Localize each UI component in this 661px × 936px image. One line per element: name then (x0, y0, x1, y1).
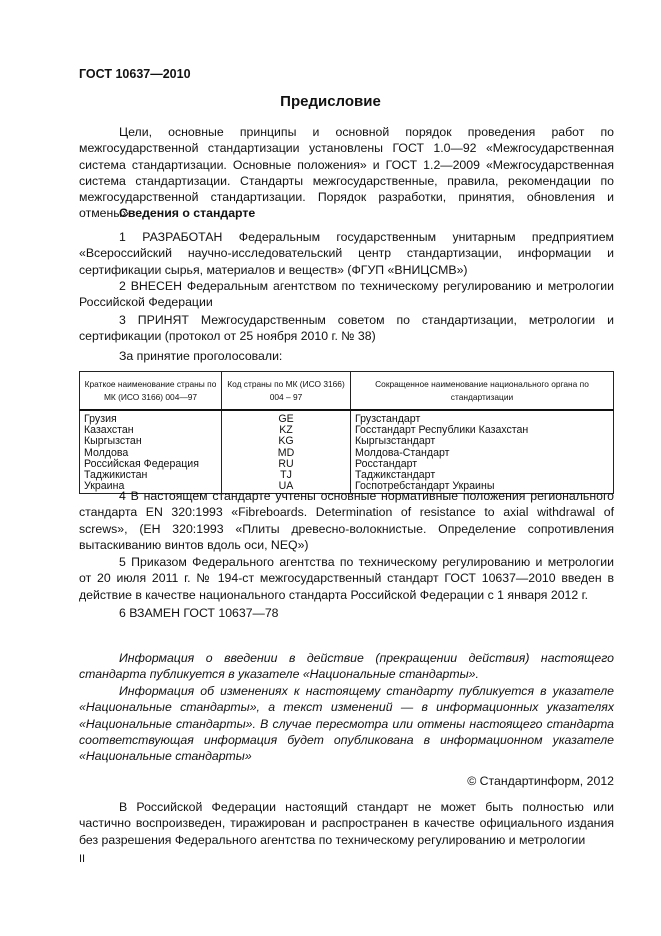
notice-2-text: Информация об изменениях к настоящему стандарту публикуется в указателе «Национальные стандарты», а текст изменений — в информационных указателях «Национальные стандарты». В случае пересмотра или отмены настоящего стандарта соответствующая информация будет опубликована в информационном указателе «Национальные стандарты» (79, 684, 614, 764)
cell-code: UA (222, 481, 351, 494)
document-id: ГОСТ 10637—2010 (79, 67, 191, 81)
rights-paragraph (79, 799, 614, 848)
item-3-text: 3 ПРИНЯТ Межгосударственным советом по стандартизации, метрологии и сертификации (протокол от 25 ноября 2010 г. № 38) (79, 313, 614, 344)
table-row (80, 410, 614, 425)
cell-code: KZ (222, 425, 351, 436)
votes-label: За принятие проголосовали: (119, 349, 283, 363)
col-header-country: Краткое наименование страны по МК (ИСО 3166) 004—97 (80, 372, 222, 411)
cell-code: GE (222, 410, 351, 425)
cell-code: MD (222, 448, 351, 459)
cell-body: Таджикстандарт (351, 470, 614, 481)
item-4 (79, 488, 614, 553)
page-title: Предисловие (280, 93, 381, 110)
intro-text: Цели, основные принципы и основной порядок проведения работ по межгосударственной стандартизации установлены ГОСТ 1.0—92 «Межгосударственная система стандартизации. Основные положения» и ГОСТ 1.2—2009 «Межгосударственная система стандартизации. Стандарты межгосударственные, правила, рекомендации по межгосударственной стандартизации. Порядок разработки, принятия, обновления и отмены» (79, 125, 614, 221)
cell-country: Казахстан (80, 425, 222, 436)
item-2 (79, 278, 614, 311)
copyright: © Стандартинформ, 2012 (467, 774, 614, 788)
cell-country: Российская Федерация (80, 459, 222, 470)
item-6-text: 6 ВЗАМЕН ГОСТ 10637—78 (119, 606, 279, 620)
cell-country: Молдова (80, 448, 222, 459)
cell-code: KG (222, 436, 351, 447)
votes-table (79, 371, 614, 494)
cell-code: RU (222, 459, 351, 470)
table-row (80, 425, 614, 436)
notice-paragraph-2 (79, 683, 614, 764)
item-6 (79, 605, 614, 621)
table-row (80, 470, 614, 481)
cell-country: Украина (80, 481, 222, 494)
section-heading: Сведения о стандарте (119, 206, 256, 220)
item-1 (79, 229, 614, 278)
table-row (80, 436, 614, 447)
cell-country: Грузия (80, 410, 222, 425)
table-header-row (80, 372, 614, 411)
notice-1-text: Информация о введении в действие (прекращении действия) настоящего стандарта публикуется в указателе «Национальные стандарты». (79, 651, 614, 682)
item-3 (79, 312, 614, 345)
item-5 (79, 554, 614, 603)
rights-text: В Российской Федерации настоящий стандарт не может быть полностью или частично воспроизведен, тиражирован и распространен в качестве официального издания без разрешения Федерального агентства по техническому регулированию и метрологии (79, 800, 614, 847)
cell-body: Росстандарт (351, 459, 614, 470)
cell-country: Кыргызстан (80, 436, 222, 447)
cell-country: Таджикистан (80, 470, 222, 481)
item-1-text: 1 РАЗРАБОТАН Федеральным государственным унитарным предприятием «Всероссийский научно-исследовательский центр стандартизации, информации и сертификации сырья, материалов и веществ» (ФГУП «ВНИЦСМВ») (79, 230, 614, 277)
item-4-text: 4 В настоящем стандарте учтены основные нормативные положения регионального стандарта EN 320:1993 «Fibreboards. Determination of resistance to axial withdrawal of screws», (ЕН 320:1993 «Плиты древесно-волокнистые. Определение сопротивления вытаскиванию винтов вдоль оси, NEQ») (79, 489, 614, 552)
col-header-body: Сокращенное наименование национального органа по стандартизации (351, 372, 614, 411)
page-number: II (79, 853, 86, 865)
cell-code: TJ (222, 470, 351, 481)
col-header-code: Код страны по МК (ИСО 3166) 004 – 97 (222, 372, 351, 411)
item-2-text: 2 ВНЕСЕН Федеральным агентством по техническому регулированию и метрологии Российской Федерации (79, 279, 614, 310)
cell-body: Госстандарт Республики Казахстан (351, 425, 614, 436)
cell-body: Госпотребстандарт Украины (351, 481, 614, 494)
cell-body: Грузстандарт (351, 410, 614, 425)
item-5-text: 5 Приказом Федерального агентства по техническому регулированию и метрологии от 20 июля 2011 г. № 194-ст межгосударственный стандарт ГОСТ 10637—2010 введен в действие в качестве национального стандарта Российской Федерации с 1 января 2012 г. (79, 555, 614, 602)
cell-body: Молдова-Стандарт (351, 448, 614, 459)
table-row (80, 459, 614, 470)
notice-paragraph-1 (79, 650, 614, 683)
cell-body: Кыргызстандарт (351, 436, 614, 447)
